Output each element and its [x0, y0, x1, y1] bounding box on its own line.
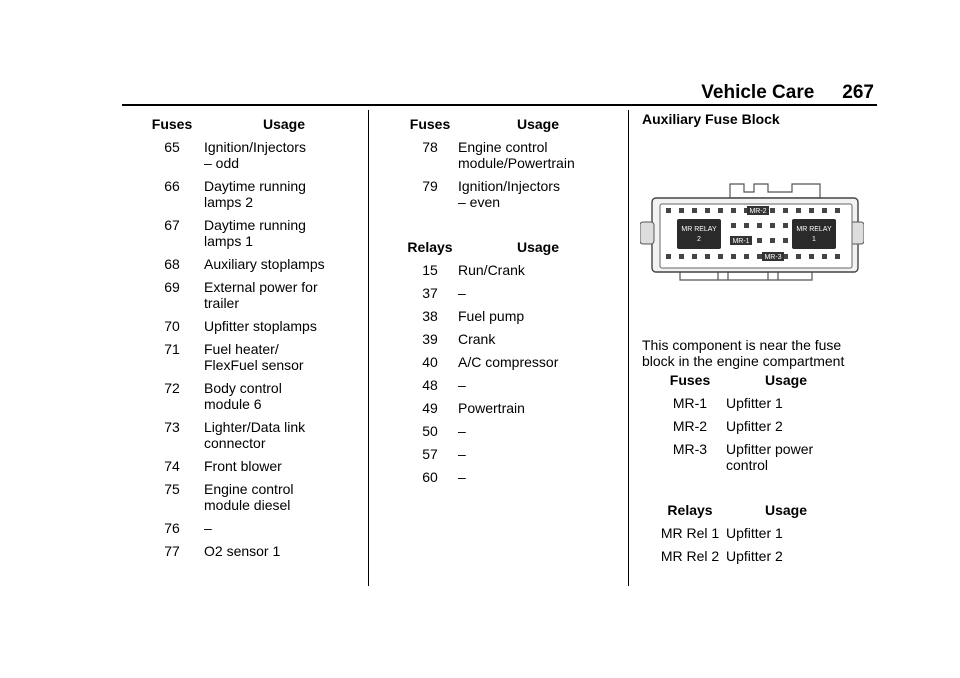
row-id: 38 [422, 308, 438, 324]
row-id: 79 [422, 178, 438, 194]
mr-relay-2-label: MR RELAY [681, 226, 717, 233]
fuses-header: Fuses [669, 372, 711, 388]
row-usage: Upfitter 1 [726, 395, 783, 411]
row-id: 72 [164, 380, 180, 396]
fuse-slot [692, 208, 697, 213]
fuse-slot [757, 254, 762, 259]
row-id: 65 [164, 139, 180, 155]
fuse-slot [744, 254, 749, 259]
row-id: 68 [164, 256, 180, 272]
fuses-header: Fuses [409, 116, 451, 132]
mr-2-label: MR-2 [749, 208, 767, 215]
table-row [402, 469, 618, 492]
column-divider-1 [368, 110, 369, 586]
table-row [140, 341, 364, 380]
fuse-slot [679, 254, 684, 259]
row-id: 66 [164, 178, 180, 194]
table-row [140, 279, 364, 318]
table-row [402, 423, 618, 446]
column-divider-2 [628, 110, 629, 586]
fuse-slot [835, 208, 840, 213]
table-row [402, 446, 618, 469]
fuse-slot [731, 254, 736, 259]
row-usage: Daytime running lamps 1 [204, 217, 306, 249]
table-row [402, 400, 618, 423]
aux-fuse-block-description: This component is near the fuse block in the engine compartment [642, 337, 845, 369]
row-usage: – [458, 377, 466, 393]
fuse-slot [835, 254, 840, 259]
table-row [402, 285, 618, 308]
table-row [654, 441, 846, 480]
row-id: 76 [164, 520, 180, 536]
table-row [140, 520, 364, 543]
row-id: 40 [422, 354, 438, 370]
fuse-slot [705, 254, 710, 259]
mr-relay-1-label: MR RELAY [796, 226, 832, 233]
fuse-slot [770, 208, 775, 213]
section-title: Vehicle Care [701, 82, 815, 103]
row-id: 77 [164, 543, 180, 559]
row-id: 69 [164, 279, 180, 295]
fuse-slot [666, 208, 671, 213]
row-usage: A/C compressor [458, 354, 559, 370]
row-usage: O2 sensor 1 [204, 543, 281, 559]
row-id: 39 [422, 331, 438, 347]
table-row [140, 543, 364, 566]
table-row [140, 380, 364, 419]
fuse-slot [809, 208, 814, 213]
fuse-slot [718, 254, 723, 259]
row-id: MR Rel 2 [660, 548, 720, 564]
row-id: 37 [422, 285, 438, 301]
table-row [140, 139, 364, 178]
table-row [140, 256, 364, 279]
fuse-slot [718, 208, 723, 213]
row-id: 70 [164, 318, 180, 334]
row-id: 57 [422, 446, 438, 462]
fuse-slot [783, 238, 788, 243]
row-usage: Daytime running lamps 2 [204, 178, 306, 210]
row-usage: Body control module 6 [204, 380, 282, 412]
row-usage: Run/Crank [458, 262, 525, 278]
row-id: 15 [422, 262, 438, 278]
row-usage: – [458, 446, 466, 462]
row-usage: External power for trailer [204, 279, 318, 311]
page-number: 267 [842, 82, 874, 103]
fuse-slot [744, 223, 749, 228]
row-usage: – [204, 520, 212, 536]
row-usage: Front blower [204, 458, 282, 474]
aux-fuse-block-diagram [640, 178, 864, 288]
svg-text:1: 1 [812, 236, 816, 243]
fuse-slot [692, 254, 697, 259]
row-id: MR-2 [672, 418, 708, 434]
row-usage: Engine control module/Powertrain [458, 139, 575, 171]
fuse-slot [757, 238, 762, 243]
row-id: 73 [164, 419, 180, 435]
fuse-slot [796, 208, 801, 213]
table-row [654, 525, 846, 548]
table-row [140, 178, 364, 217]
fuse-slot [796, 254, 801, 259]
fuse-slot [679, 208, 684, 213]
fuse-slot [822, 208, 827, 213]
row-usage: Ignition/Injectors – even [458, 178, 560, 210]
row-id: 50 [422, 423, 438, 439]
row-usage: Fuel pump [458, 308, 525, 324]
row-id: MR-1 [672, 395, 708, 411]
row-usage: Upfitter 1 [726, 525, 783, 541]
usage-header: Usage [516, 116, 560, 132]
row-usage: Upfitter 2 [726, 548, 783, 564]
row-usage: Auxiliary stoplamps [204, 256, 325, 272]
fuse-slot [783, 208, 788, 213]
row-usage: Upfitter power control [726, 441, 814, 473]
row-usage: Powertrain [458, 400, 525, 416]
row-usage: Crank [458, 331, 496, 347]
fuse-slot [770, 238, 775, 243]
table-row [402, 377, 618, 400]
table-row [402, 331, 618, 354]
row-id: 74 [164, 458, 180, 474]
row-usage: Lighter/Data link connector [204, 419, 306, 451]
fuse-slot [770, 223, 775, 228]
table-row [140, 458, 364, 481]
table-row [140, 419, 364, 458]
row-id: MR Rel 1 [660, 525, 720, 541]
row-usage: – [458, 469, 466, 485]
row-usage: Upfitter stoplamps [204, 318, 317, 334]
table-row [654, 418, 846, 441]
relays-header: Relays [407, 239, 453, 255]
table-row [140, 318, 364, 341]
mr-1-label: MR-1 [732, 238, 750, 245]
row-id: MR-3 [672, 441, 708, 457]
relays-header: Relays [667, 502, 713, 518]
table-row [654, 548, 846, 571]
fuse-slot [705, 208, 710, 213]
page-header [701, 82, 874, 104]
usage-header: Usage [516, 239, 560, 255]
aux-fuse-block-title: Auxiliary Fuse Block [642, 111, 780, 127]
table-row [402, 262, 618, 285]
fuse-slot [757, 223, 762, 228]
fuse-slot [731, 208, 736, 213]
fuse-relay-table-2 [402, 116, 618, 492]
fuse-slot [809, 254, 814, 259]
row-id: 78 [422, 139, 438, 155]
table-row [402, 308, 618, 331]
table-row [654, 395, 846, 418]
fuse-slot [783, 223, 788, 228]
table-row [402, 354, 618, 377]
table-row [402, 178, 618, 217]
row-id: 67 [164, 217, 180, 233]
row-usage: Ignition/Injectors – odd [204, 139, 306, 171]
row-usage: – [458, 285, 466, 301]
row-usage: – [458, 423, 466, 439]
fuse-slot [731, 223, 736, 228]
row-usage: Engine control module diesel [204, 481, 294, 513]
fuses-header: Fuses [151, 116, 193, 132]
aux-fuse-relay-table [654, 372, 846, 571]
usage-header: Usage [764, 372, 808, 388]
row-id: 60 [422, 469, 438, 485]
fuse-table-1 [140, 116, 364, 566]
row-id: 71 [164, 341, 180, 357]
table-row [140, 217, 364, 256]
fuse-slot [822, 254, 827, 259]
row-usage: Fuel heater/ FlexFuel sensor [204, 341, 304, 373]
table-row [140, 481, 364, 520]
mr-3-label: MR-3 [764, 254, 782, 261]
row-id: 75 [164, 481, 180, 497]
usage-header: Usage [262, 116, 306, 132]
row-id: 49 [422, 400, 438, 416]
usage-header: Usage [764, 502, 808, 518]
fuse-slot [666, 254, 671, 259]
row-usage: Upfitter 2 [726, 418, 783, 434]
header-rule [122, 104, 877, 106]
table-row [402, 139, 618, 178]
svg-text:2: 2 [697, 236, 701, 243]
row-id: 48 [422, 377, 438, 393]
